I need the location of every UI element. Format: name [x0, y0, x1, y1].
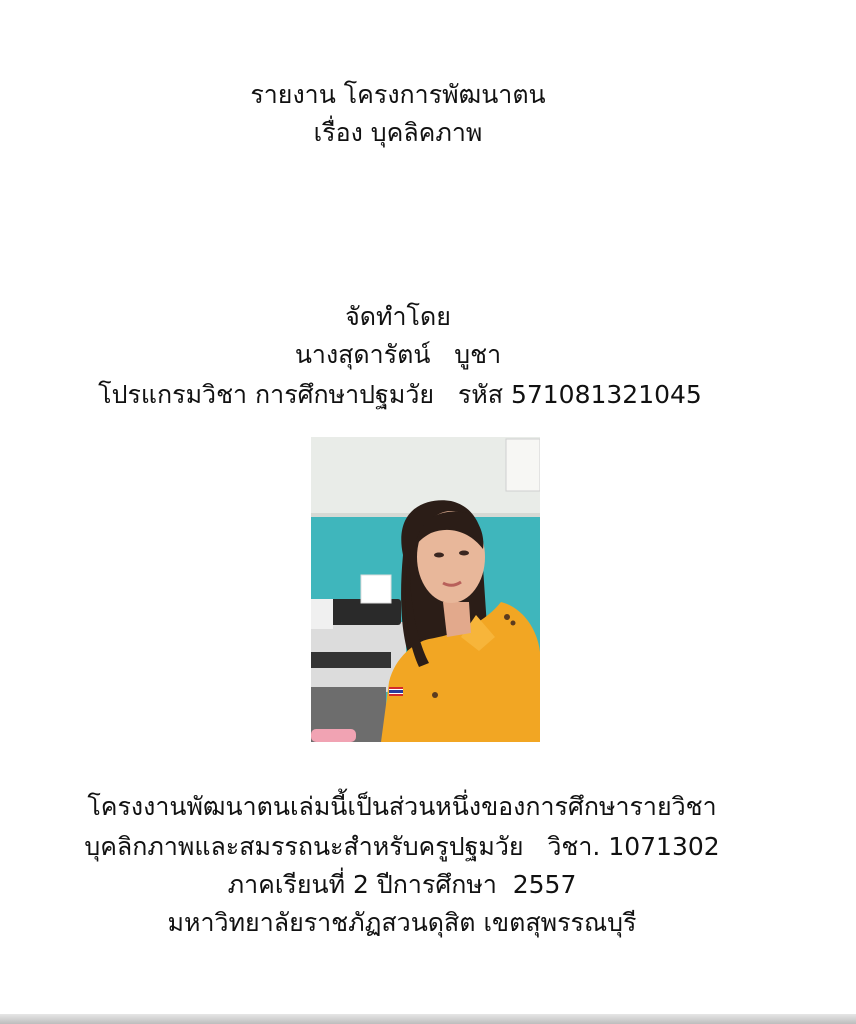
prepared-by-label: จัดทำโดย: [345, 302, 451, 331]
project-note-line-2: บุคลิกภาพและสมรรถนะสำหรับครูปฐมวัย วิชา. 1071302: [84, 832, 720, 861]
program-and-student-id: โปรแกรมวิชา การศึกษาปฐมวัย รหัส 571081321045: [98, 380, 702, 409]
university-line: มหาวิทยาลัยราชภัฏสวนดุสิต เขตสุพรรณบุรี: [167, 908, 637, 937]
semester-line: ภาคเรียนที่ 2 ปีการศึกษา 2557: [227, 870, 577, 899]
author-photo: [311, 437, 540, 742]
report-subject: เรื่อง บุคลิคภาพ: [313, 118, 483, 147]
page-bottom-edge: [0, 1014, 856, 1024]
report-title: รายงาน โครงการพัฒนาตน: [250, 80, 546, 109]
author-name: นางสุดารัตน์ บูชา: [294, 340, 502, 369]
project-note-line-1: โครงงานพัฒนาตนเล่มนี้เป็นส่วนหนึ่งของการศึกษารายวิชา: [87, 792, 717, 821]
